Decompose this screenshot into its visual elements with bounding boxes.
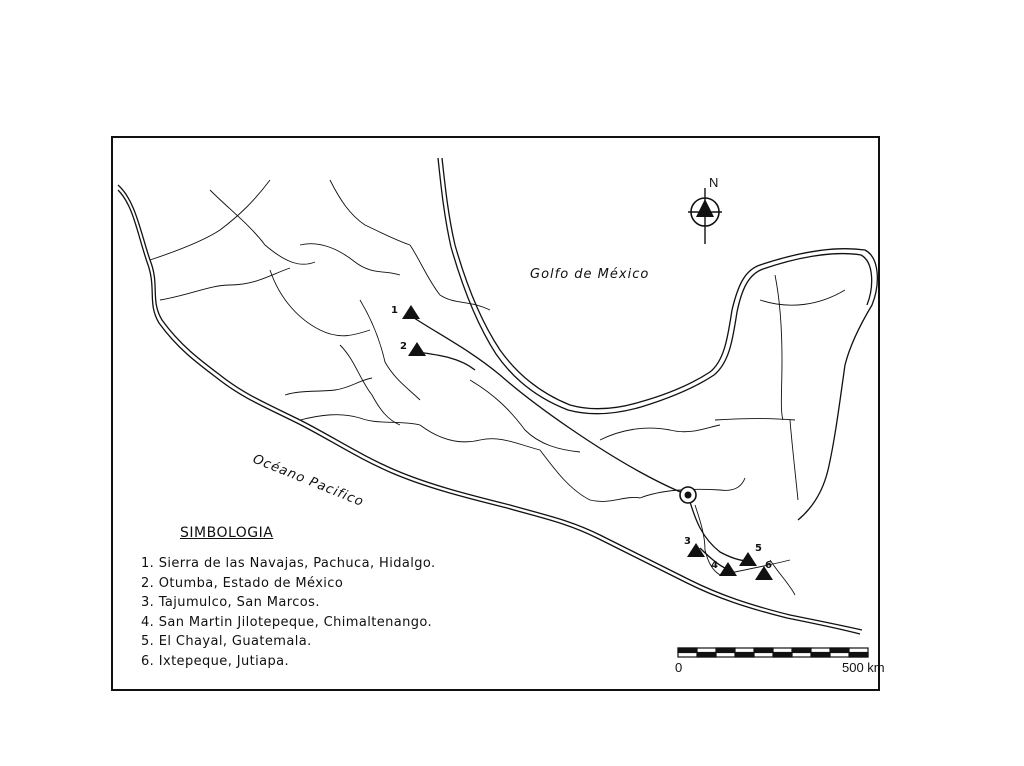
site-marker-1 [402,305,420,319]
site-label-6: 6 [765,560,772,571]
site-marker-5 [739,552,757,566]
site-marker-4 [719,562,737,576]
trade-routes [411,316,752,570]
scale-end-label: 500 km [842,660,885,675]
legend-item-6: 6. Ixtepeque, Jutiapa. [141,653,290,669]
site-label-3: 3 [684,536,691,547]
legend-list [141,554,436,671]
scale-start-label: 0 [675,660,683,675]
site-label-4: 4 [711,560,718,571]
site-label-1: 1 [391,305,398,316]
legend-title: SIMBOLOGIA [180,525,274,541]
legend-item-4: 4. San Martin Jilotepeque, Chimaltenango. [141,614,433,630]
site-label-2: 2 [400,341,407,352]
scale-bar [678,648,868,657]
legend-item-5: 5. El Chayal, Guatemala. [141,634,312,649]
legend-item-1: 1. Sierra de las Navajas, Pachuca, Hidalgo. [141,556,436,571]
legend-item-3: 3. Tajumulco, San Marcos. [141,595,320,610]
source-sites [402,305,773,580]
distribution-center-marker [680,487,696,503]
legend-item-2: 2. Otumba, Estado de México [141,575,344,591]
gulf-label: Golfo de México [530,267,650,282]
north-label: N [709,175,719,190]
site-marker-2 [408,342,426,356]
site-label-5: 5 [755,543,762,554]
ocean-label: Océano Pacifico [250,451,367,511]
north-arrow-icon [688,188,722,244]
